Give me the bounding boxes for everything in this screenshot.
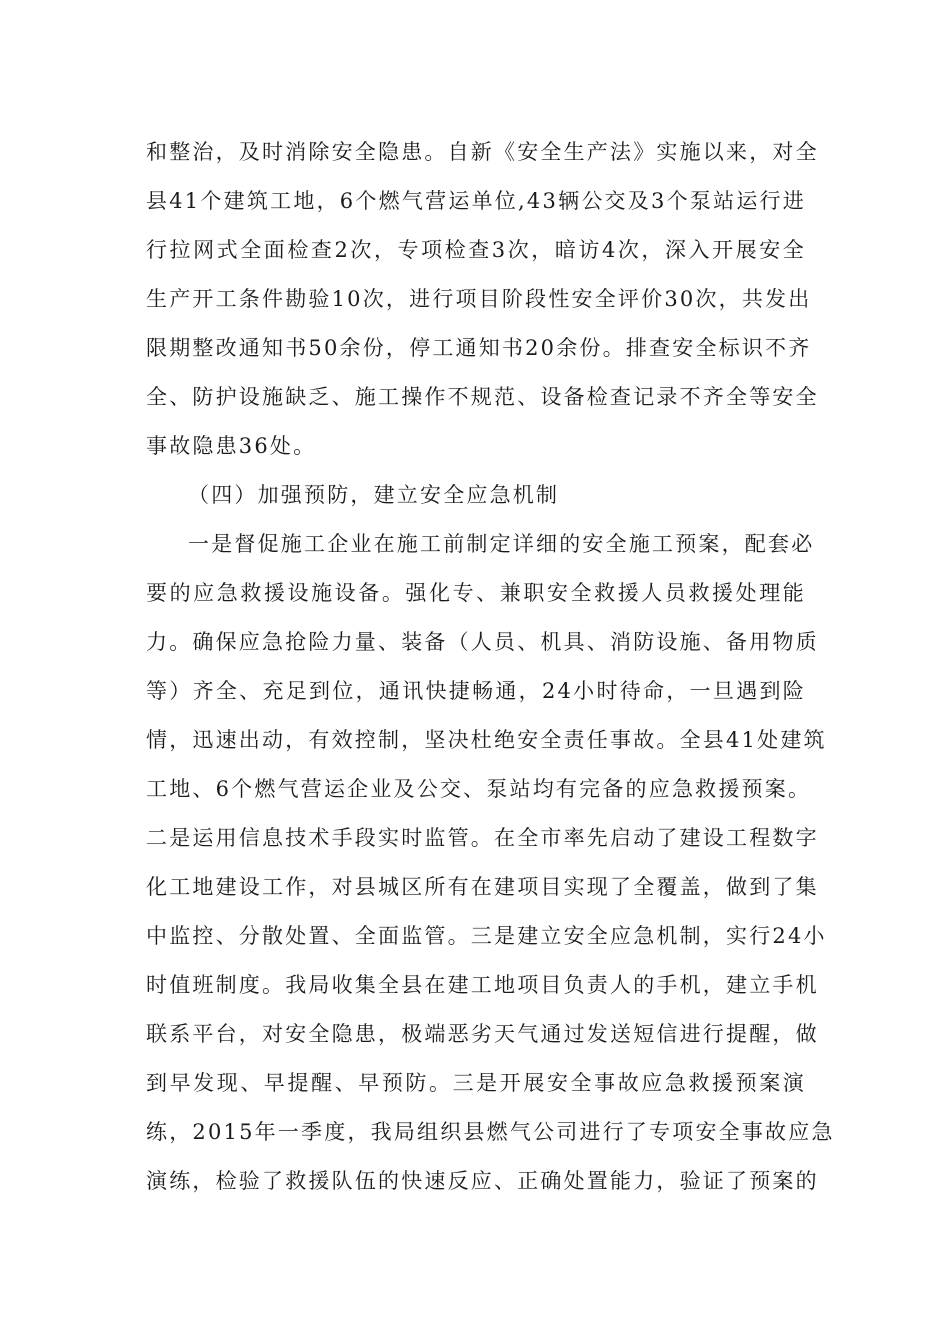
text-line: 情，迅速出动，有效控制，坚决杜绝安全责任事故。全县41处建筑 [146, 728, 827, 752]
text-line: 演练，检验了救援队伍的快速反应、正确处置能力，验证了预案的 [146, 1169, 819, 1193]
text-line: 中监控、分散处置、全面监管。三是建立安全应急机制，实行24小 [146, 924, 827, 948]
text-line: 要的应急救援设施设备。强化专、兼职安全救援人员救援处理能 [146, 581, 806, 605]
text-line: 行拉网式全面检查2次，专项检查3次，暗访4次，深入开展安全 [146, 238, 806, 262]
text-line: 力。确保应急抢险力量、装备（人员、机具、消防设施、备用物质 [146, 630, 819, 654]
paragraph-first-line: 一是督促施工企业在施工前制定详细的安全施工预案，配套必 [188, 532, 815, 556]
text-line: 和整治，及时消除安全隐患。自新《安全生产法》实施以来，对全 [146, 140, 819, 164]
text-line: 事故隐患36处。 [146, 434, 317, 458]
text-line: 等）齐全、充足到位，通讯快捷畅通，24小时待命，一旦遇到险 [146, 679, 806, 703]
text-line: 生产开工条件勘验10次，进行项目阶段性安全评价30次，共发出 [146, 287, 812, 311]
text-line: 化工地建设工作，对县城区所有在建项目实现了全覆盖，做到了集 [146, 875, 819, 899]
text-line: 二是运用信息技术手段实时监管。在全市率先启动了建设工程数字 [146, 826, 819, 850]
text-line: 县41个建筑工地，6个燃气营运单位,43辆公交及3个泵站运行进 [146, 189, 806, 213]
text-line: 全、防护设施缺乏、施工操作不规范、设备检查记录不齐全等安全 [146, 385, 819, 409]
text-line: 联系平台，对安全隐患，极端恶劣天气通过发送短信进行提醒，做 [146, 1022, 819, 1046]
text-line: 练，2015年一季度，我局组织县燃气公司进行了专项安全事故应急 [146, 1120, 835, 1144]
text-line: 时值班制度。我局收集全县在建工地项目负责人的手机，建立手机 [146, 973, 819, 997]
text-line: 限期整改通知书50余份，停工通知书20余份。排查安全标识不齐 [146, 336, 812, 360]
section-heading: （四）加强预防，建立安全应急机制 [188, 483, 560, 507]
text-line: 工地、6个燃气营运企业及公交、泵站均有完备的应急救援预案。 [146, 777, 812, 801]
text-line: 到早发现、早提醒、早预防。三是开展安全事故应急救援预案演 [146, 1071, 806, 1095]
